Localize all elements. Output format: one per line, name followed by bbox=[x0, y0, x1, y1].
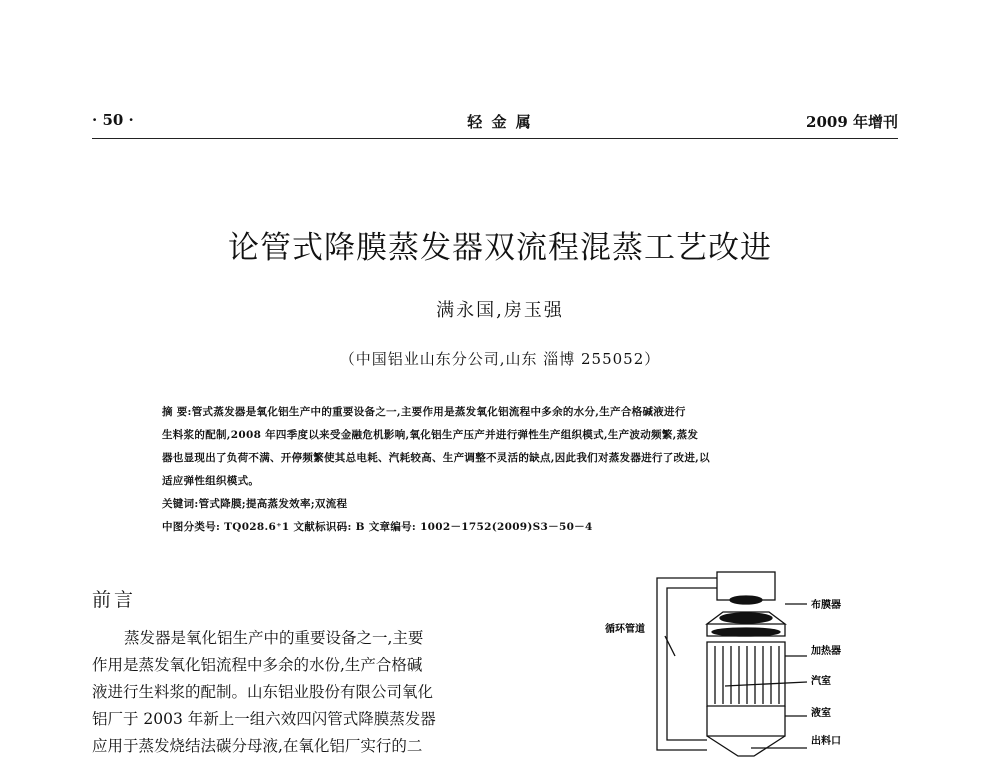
evaporator-diagram bbox=[575, 566, 885, 760]
label-cloth-distributor: 布膜器 bbox=[811, 600, 841, 611]
body-text-line: 液进行生料浆的配制。山东铝业股份有限公司氧化 bbox=[92, 683, 434, 701]
label-circulation-pipe: 循环管道 bbox=[605, 624, 645, 635]
keywords: 关键词:管式降膜;提高蒸发效率;双流程 bbox=[162, 498, 348, 510]
liquid-chamber bbox=[707, 706, 785, 736]
affiliation: （中国铝业山东分公司,山东 淄博 255052） bbox=[339, 350, 661, 368]
heater-body bbox=[707, 642, 785, 706]
abstract-line: 摘 要:管式蒸发器是氧化铝生产中的重要设备之一,主要作用是蒸发氧化铝流程中多余的水分,生产合格碱液进行 bbox=[162, 406, 686, 418]
abstract-line: 生料浆的配制,2008 年四季度以来受金融危机影响,氧化铝生产压产并进行弹性生产组织模式,生产波动频繁,蒸发 bbox=[162, 429, 699, 441]
issue-label: 2009 年增刊 bbox=[806, 113, 898, 131]
circulation-pipe-outer bbox=[657, 578, 717, 750]
body-text-line: 作用是蒸发氧化铝流程中多余的水份,生产合格碱 bbox=[92, 656, 423, 674]
label-liquid-chamber: 液室 bbox=[811, 708, 831, 719]
body-text-line: 铝厂于 2003 年新上一组六效四闪管式降膜蒸发器 bbox=[92, 710, 436, 728]
header-rule bbox=[92, 138, 898, 139]
journal-name: 轻 金 属 bbox=[467, 113, 533, 131]
authors: 满永国,房玉强 bbox=[436, 300, 564, 321]
section-heading: 前言 bbox=[92, 589, 137, 611]
page-number: · 50 · bbox=[92, 111, 134, 129]
label-heater: 加热器 bbox=[811, 646, 841, 657]
classification-line: 中图分类号: TQ028.6⁺1 文献标识码: B 文章编号: 1002－1752(2009)S3－50－4 bbox=[162, 521, 593, 533]
abstract-line: 适应弹性组织模式。 bbox=[162, 475, 260, 487]
outlet-cone bbox=[707, 736, 785, 756]
abstract-line: 器也显现出了负荷不满、开停频繁使其总电耗、汽耗较高、生产调整不灵活的缺点,因此我们对蒸发器进行了改进,以 bbox=[162, 452, 710, 464]
body-text-line: 蒸发器是氧化铝生产中的重要设备之一,主要 bbox=[124, 629, 424, 647]
body-text-line: 应用于蒸发烧结法碳分母液,在氧化铝厂实行的二 bbox=[92, 737, 423, 755]
label-outlet: 出料口 bbox=[811, 736, 841, 747]
circulation-pipe-inner bbox=[667, 588, 717, 740]
label-steam-chamber: 汽室 bbox=[811, 676, 831, 687]
paper-title: 论管式降膜蒸发器双流程混蒸工艺改进 bbox=[228, 230, 772, 266]
